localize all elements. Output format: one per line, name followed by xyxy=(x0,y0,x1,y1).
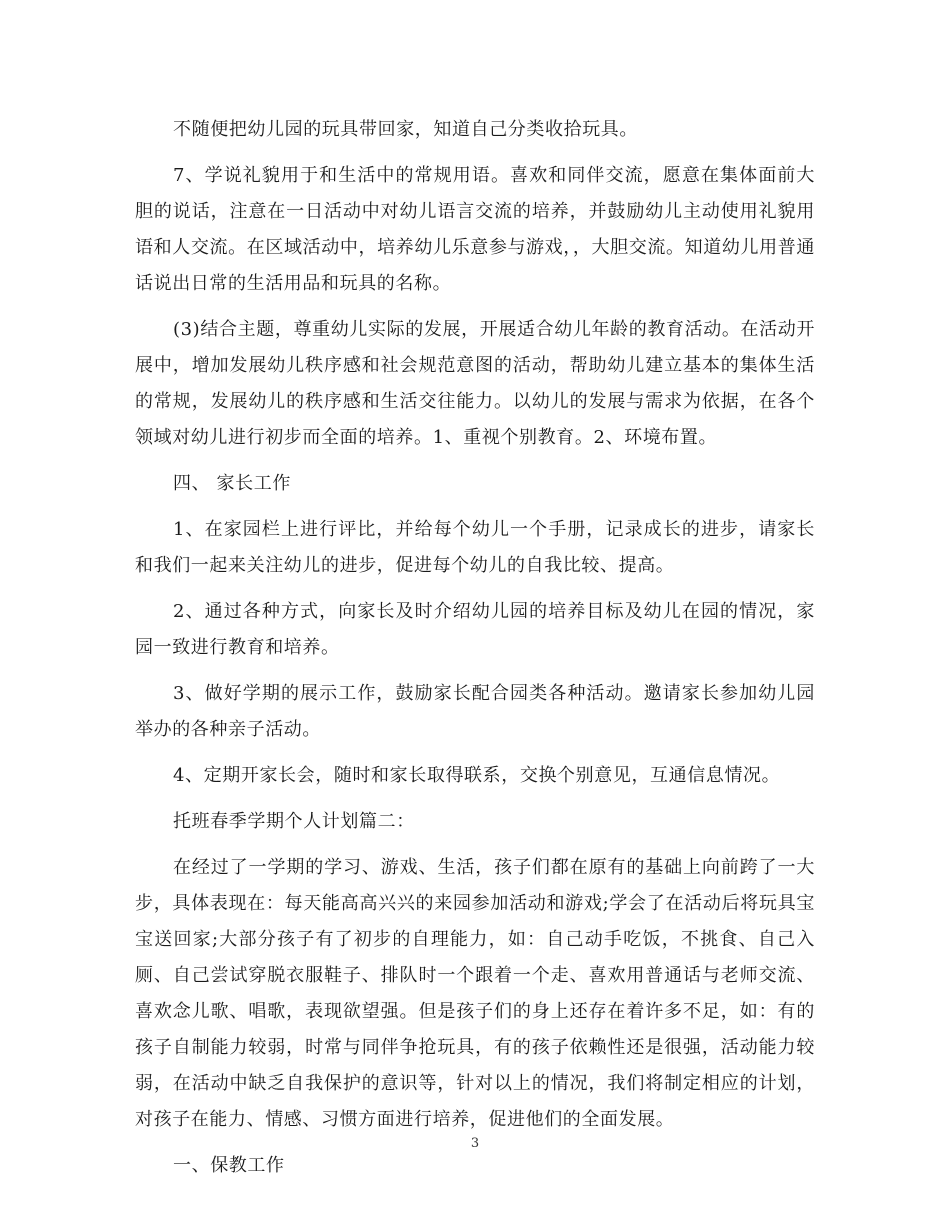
paragraph-theme-activities: (3)结合主题，尊重幼儿实际的发展，开展适合幼儿年龄的教育活动。在活动开展中，增加发展幼儿秩序感和社会规范意图的活动，帮助幼儿建立基本的集体生活的常规，发展幼儿的秩序感和生活交往能力。以幼儿的发展与需求为依据，在各个领域对幼儿进行初步而全面的培养。1、重视个别教育。2、环境布置。 xyxy=(135,319,815,448)
paragraph-parent-item-4: 4、定期开家长会，随时和家长取得联系，交换个别意见，互通信息情况。 xyxy=(173,765,781,786)
paragraph-parent-item-2: 2、通过各种方式，向家长及时介绍幼儿园的培养目标及幼儿在园的情况，家园一致进行教育和培养。 xyxy=(135,601,815,658)
paragraph-parent-item-1: 1、在家园栏上进行评比，并给每个幼儿一个手册，记录成长的进步，请家长和我们一起来关注幼儿的进步，促进每个幼儿的自我比较、提高。 xyxy=(135,519,815,576)
document-body xyxy=(135,112,815,1194)
page-number: 3 xyxy=(470,1136,480,1151)
paragraph-parent-item-3: 3、做好学期的展示工作，鼓励家长配合园类各种活动。邀请家长参加幼儿园举办的各种亲子活动。 xyxy=(135,683,815,740)
paragraph-semester-review: 在经过了一学期的学习、游戏、生活，孩子们都在原有的基础上向前跨了一大步，具体表现在：每天能高高兴兴的来园参加活动和游戏;学会了在活动后将玩具宝宝送回家;大部分孩子有了初步的自理能力，如：自己动手吃饭，不挑食、自己入厕、自己尝试穿脱衣服鞋子、排队时一个跟着一个走、喜欢用普通话与老师交流、喜欢念儿歌、唱歌，表现欲望强。但是孩子们的身上还存在着许多不足，如：有的孩子自制能力较弱，时常与同伴争抢玩具，有的孩子依赖性还是很强，活动能力较弱，在活动中缺乏自我保护的意识等，针对以上的情况，我们将制定相应的计划，对孩子在能力、情感、习惯方面进行培养，促进他们的全面发展。 xyxy=(135,857,815,1130)
paragraph-polite-language: 7、学说礼貌用于和生活中的常规用语。喜欢和同伴交流，愿意在集体面前大胆的说话，注意在一日活动中对幼儿语言交流的培养，并鼓励幼儿主动使用礼貌用语和人交流。在区域活动中，培养幼儿乐意参与游戏，，大胆交流。知道幼儿用普通话说出日常的生活用品和玩具的名称。 xyxy=(135,165,815,294)
paragraph-toy-tidying: 不随便把幼儿园的玩具带回家，知道自己分类收拾玩具。 xyxy=(173,119,638,140)
section-heading-care-education: 一、保教工作 xyxy=(173,1155,285,1176)
section-heading-parent-work: 四、 家长工作 xyxy=(173,473,291,494)
section-heading-plan-part-two: 托班春季学期个人计划篇二： xyxy=(173,811,415,832)
